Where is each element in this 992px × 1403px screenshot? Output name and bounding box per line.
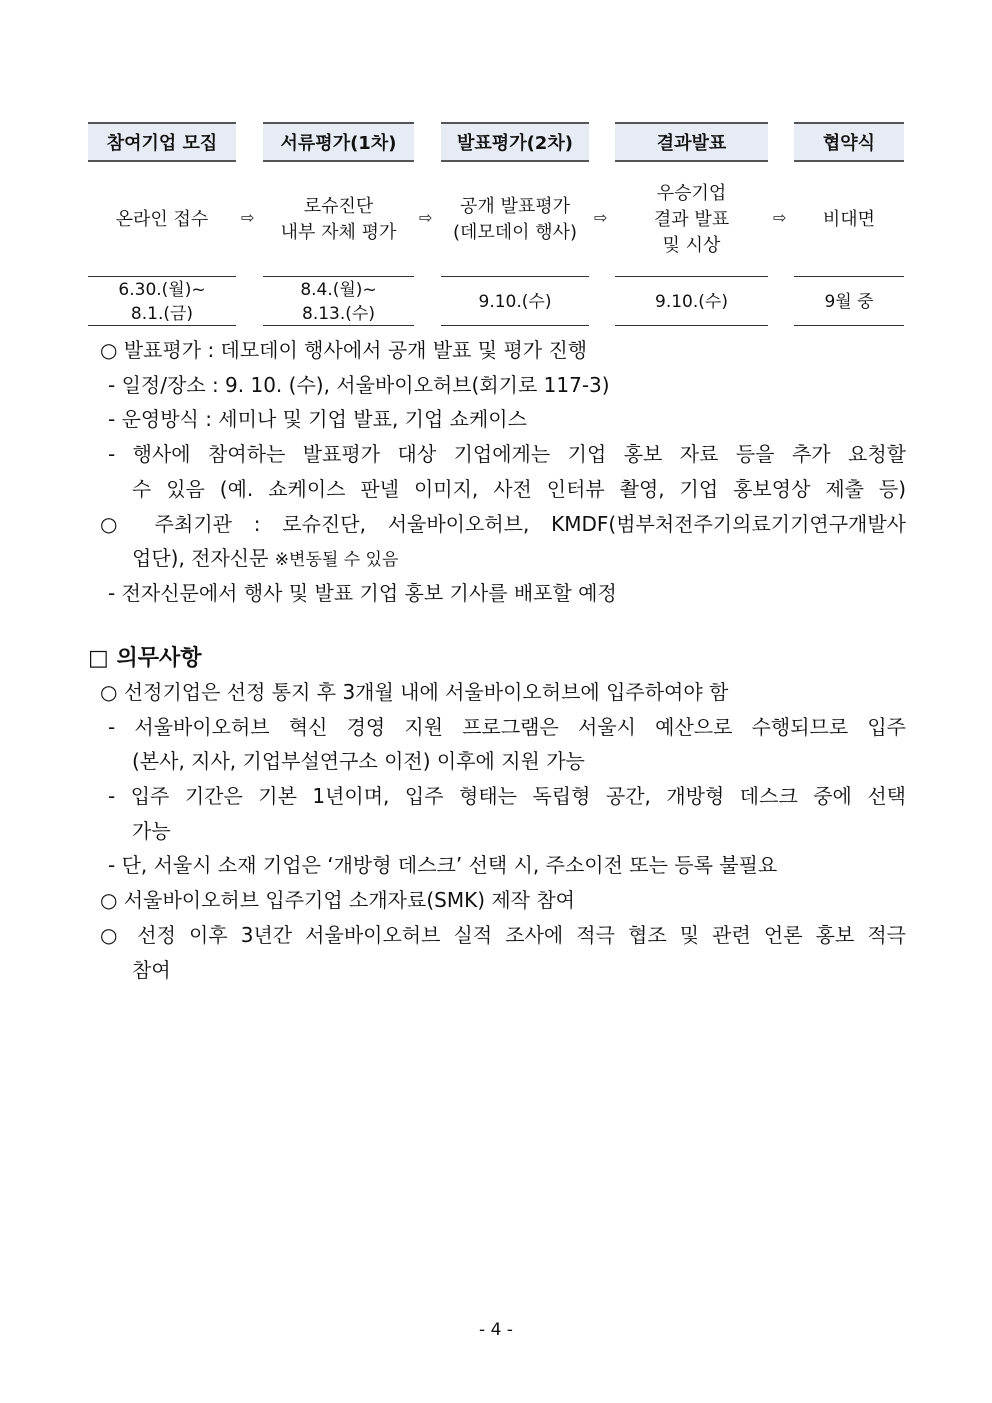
date-line: 8.1.(금) [130, 303, 194, 324]
timeline-date-agreement [794, 278, 904, 326]
arrow-icon: ⇨ [241, 208, 255, 227]
body-line: 우승기업 [656, 182, 727, 204]
bullet-performance-survey-cont: 참여 [132, 958, 171, 982]
body-line: 공개 발표평가 [459, 195, 571, 217]
timeline-header-recruit: 참여기업 모집 [88, 122, 236, 162]
timeline-body-presentation [441, 163, 589, 277]
dash-promo-request-cont: 수 있음 (예. 쇼케이스 판넬 이미지, 사전 인터뷰 촬영, 기업 홍보영상 제출 등) [132, 477, 906, 501]
timeline-date-results [615, 278, 768, 326]
date-line: 9.10.(수) [655, 291, 728, 312]
arrow-icon: ⇨ [594, 208, 608, 227]
body-line: 로슈진단 [303, 195, 374, 217]
body-line: 내부 자체 평가 [280, 221, 397, 243]
timeline-header-presentation: 발표평가(2차) [441, 122, 589, 162]
date-line: 9.10.(수) [478, 291, 552, 312]
dash-operation-method: - 운영방식 : 세미나 및 기업 발표, 기업 쇼케이스 [108, 407, 527, 431]
section-title-obligations: □ 의무사항 [88, 646, 202, 671]
dash-press-release: - 전자신문에서 행사 및 발표 기업 홍보 기사를 배포할 예정 [108, 581, 617, 605]
change-note: ※변동될 수 있음 [274, 550, 399, 570]
date-line: 8.4.(월)~ [300, 279, 377, 300]
dash-support-program: - 서울바이오허브 혁신 경영 지원 프로그램은 서울시 예산으로 수행되므로 입주 [108, 715, 906, 739]
date-line: 9월 중 [824, 291, 874, 312]
organizers-text: 업단), 전자신문 [132, 546, 269, 570]
dash-support-program-cont: (본사, 지사, 기업부설연구소 이전) 이후에 지원 가능 [132, 749, 585, 773]
bullet-move-in: ○ 선정기업은 선정 통지 후 3개월 내에 서울바이오허브에 입주하여야 함 [100, 680, 729, 704]
timeline-header-results: 결과발표 [615, 122, 768, 162]
dash-promo-request: - 행사에 참여하는 발표평가 대상 기업에게는 기업 홍보 자료 등을 추가 요청할 [108, 442, 906, 466]
timeline-header-agreement: 협약식 [794, 122, 904, 162]
date-line: 6.30.(월)~ [118, 279, 206, 300]
arrow-icon: ⇨ [773, 208, 787, 227]
timeline-body-results [615, 163, 768, 277]
timeline-body-document-review [263, 163, 414, 277]
timeline-date-recruit [88, 278, 236, 326]
timeline-header-document-review: 서류평가(1차) [263, 122, 414, 162]
body-line: 및 시상 [662, 234, 721, 256]
bullet-performance-survey: ○ 선정 이후 3년간 서울바이오허브 실적 조사에 적극 협조 및 관련 언론 홍보 적극 [100, 923, 906, 947]
dash-seoul-company: - 단, 서울시 소재 기업은 ‘개방형 데스크’ 선택 시, 주소이전 또는 등록 불필요 [108, 853, 778, 877]
timeline-date-presentation [441, 278, 589, 326]
body-line: 결과 발표 [653, 208, 730, 230]
body-line: 비대면 [822, 208, 876, 230]
body-line: (데모데이 행사) [452, 221, 578, 243]
dash-residency-period: - 입주 기간은 기본 1년이며, 입주 형태는 독립형 공간, 개방형 데스크 중에 선택 [108, 784, 906, 808]
bullet-smk: ○ 서울바이오허브 입주기업 소개자료(SMK) 제작 참여 [100, 888, 575, 912]
dash-schedule-place: - 일정/장소 : 9. 10. (수), 서울바이오허브(회기로 117-3) [108, 373, 610, 397]
body-line: 온라인 접수 [115, 208, 209, 230]
bullet-organizers: ○ 주최기관 : 로슈진단, 서울바이오허브, KMDF(범부처전주기의료기기연구개발사 [100, 512, 906, 536]
bullet-presentation-eval: ○ 발표평가 : 데모데이 행사에서 공개 발표 및 평가 진행 [100, 338, 588, 362]
bullet-organizers-cont [132, 545, 398, 573]
page-number: - 4 - [479, 1320, 513, 1340]
timeline-body-recruit [88, 163, 236, 277]
timeline-body-agreement [794, 163, 904, 277]
dash-residency-period-cont: 가능 [132, 819, 171, 843]
timeline-date-document-review [263, 278, 414, 326]
date-line: 8.13.(수) [302, 303, 375, 324]
arrow-icon: ⇨ [419, 208, 433, 227]
